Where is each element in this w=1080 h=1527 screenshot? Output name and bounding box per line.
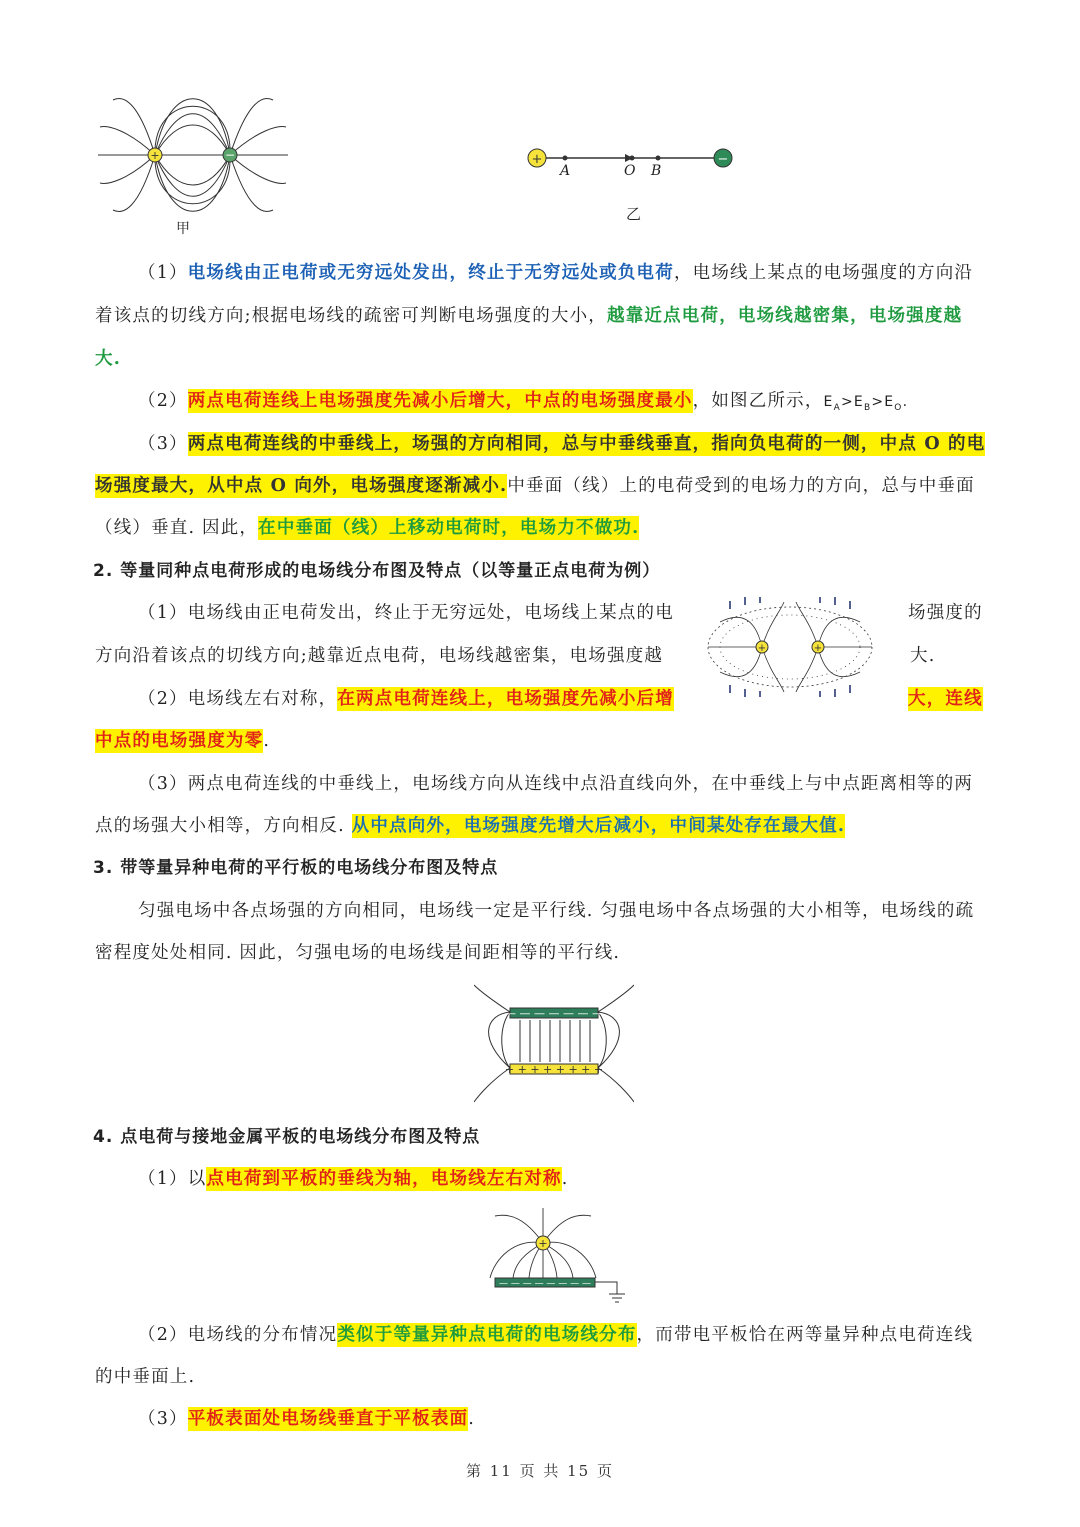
sec1-p1-line1: （1）电场线由正电荷或无穷远处发出，终止于无穷远处或负电荷，电场线上某点的电场强度的方向沿: [138, 263, 974, 283]
sec4-heading: 4. 点电荷与接地金属平板的电场线分布图及特点: [93, 1127, 481, 1147]
parallel-plates-figure: [474, 980, 634, 1110]
sec4-p2-line2: 的中垂面上.: [95, 1367, 196, 1387]
dipole-field-figure: [98, 95, 288, 225]
sec4-p2-line1: （2）电场线的分布情况类似于等量异种点电荷的电场线分布，而带电平板恰在两等量异种点电荷连线: [138, 1325, 974, 1345]
svg-text:+: +: [150, 149, 160, 162]
sec2-p1-right1: 场强度的: [908, 603, 983, 623]
sec2-p2-right: 大，连线: [908, 689, 983, 709]
sec2-p1-right2: 大.: [910, 646, 936, 666]
sec1-p2-line: （2）两点电荷连线上电场强度先减小后增大，中点的电场强度最小，如图乙所示，$E_A>E_B>E_O$.: [138, 391, 909, 413]
sec2-p2-line1: （2）电场线左右对称，在两点电荷连线上，电场强度先减小后增: [138, 689, 674, 709]
svg-text:+: +: [538, 1237, 548, 1250]
sec2-p1-line2: 方向沿着该点的切线方向;越靠近点电荷，电场线越密集，电场强度越: [95, 646, 664, 666]
svg-text:— — — — — — — —: — — — — — — — —: [498, 1279, 592, 1289]
point-a-label: A: [560, 163, 571, 179]
sec3-line1: 匀强电场中各点场强的方向相同，电场线一定是平行线. 匀强电场中各点场强的大小相等，电场线的疏: [138, 901, 975, 921]
sec1-p3-line2: 场强度最大，从中点 O 向外，电场强度逐渐减小.中垂面（线）上的电荷受到的电场力的方向，总与中垂面: [95, 476, 975, 496]
svg-text:+: +: [531, 152, 543, 167]
svg-text:−: −: [717, 152, 729, 167]
sec1-p3-line1: （3）两点电荷连线的中垂线上，场强的方向相同，总与中垂线垂直，指向负电荷的一侧，中点 O 的电: [138, 434, 986, 454]
grounded-plate-figure: [485, 1208, 630, 1308]
figure-yi-label: 乙: [626, 205, 642, 223]
svg-text:+: +: [813, 643, 823, 654]
sec2-p2-line2: 中点的电场强度为零.: [95, 731, 271, 751]
sec1-p3-line3: （线）垂直. 因此，在中垂面（线）上移动电荷时，电场力不做功.: [95, 518, 640, 538]
sec3-heading: 3. 带等量异种电荷的平行板的电场线分布图及特点: [93, 858, 499, 878]
sec4-p1-line: （1）以点电荷到平板的垂线为轴，电场线左右对称.: [138, 1169, 569, 1189]
like-charges-field-figure: [700, 597, 880, 697]
sec4-p3-line: （3）平板表面处电场线垂直于平板表面.: [138, 1409, 475, 1429]
svg-text:— — — — — — —: — — — — — — —: [505, 1007, 603, 1020]
sec1-p1-line3: 大.: [95, 349, 121, 369]
svg-text:+ + + + + + + +: + + + + + + + +: [504, 1063, 604, 1076]
sec1-p1-line2: 着该点的切线方向;根据电场线的疏密可判断电场强度的大小，越靠近点电荷，电场线越密集，电场强度越: [95, 306, 963, 326]
page-number: 第 11 页 共 15 页: [465, 1462, 614, 1480]
svg-text:−: −: [224, 148, 236, 162]
point-o-label: O: [624, 163, 636, 179]
point-b-label: B: [651, 163, 662, 179]
svg-text:+: +: [757, 643, 767, 654]
sec2-p3-line2: 点的场强大小相等，方向相反. 从中点向外，电场强度先增大后减小，中间某处存在最大值.: [95, 816, 846, 836]
sec2-heading: 2. 等量同种点电荷形成的电场线分布图及特点（以等量正点电荷为例）: [93, 561, 661, 581]
field-strength-relation: $E_A>E_B>E_O$.: [823, 394, 909, 413]
sec2-p1-line1: （1）电场线由正电荷发出，终止于无穷远处，电场线上某点的电: [138, 603, 674, 623]
sec2-p3-line1: （3）两点电荷连线的中垂线上，电场线方向从连线中点沿直线向外，在中垂线上与中点距离相等的两: [138, 774, 974, 794]
sec3-line2: 密程度处处相同. 因此，匀强电场的电场线是间距相等的平行线.: [95, 943, 621, 963]
figure-jia-label: 甲: [176, 221, 190, 237]
